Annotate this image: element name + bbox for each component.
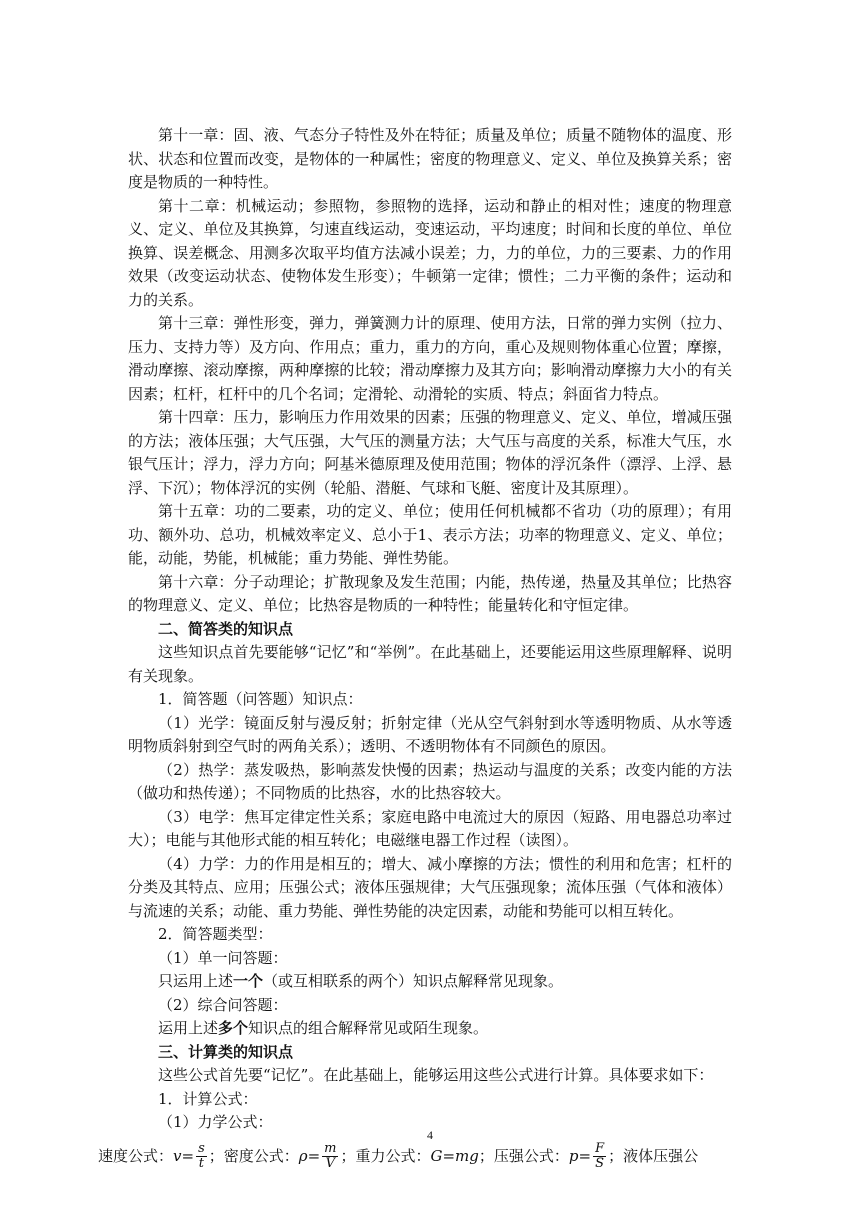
type-combined-question: （2）综合问答题： (158, 995, 288, 1014)
formula-line (98, 1139, 732, 1173)
emphasis-one: 一个 (233, 972, 264, 990)
paragraph-heat: （2）热学：蒸发吸热，影响蒸发快慢的因素；热运动与温度的关系；改变内能的方法（做功和热传递）；不同物质的比热容，水的比热容较大。 (128, 760, 732, 802)
paragraph-chapter-14: 第十四章：压力，影响压力作用效果的因素；压强的物理意义、定义、单位，增减压强的方法；液体压强；大气压强，大气压的测量方法；大气压与高度的关系，标准大气压，水银气压计；浮力，浮力方向；阿基米德原理及使用范围；物体的浮沉条件（漂浮、上浮、悬浮、下沉）；物体浮沉的实例（轮船、潜艇、气球和飞艇、密度计及其原理）。 (128, 408, 732, 497)
type-single-description (128, 970, 732, 994)
list-item-calc-formulas: 1．计算公式： (158, 1089, 258, 1108)
pressure-fraction (593, 1142, 606, 1171)
text-segment: 知识点的组合解释常见或陌生现象。 (248, 1019, 489, 1037)
list-item-2: 2．简答题类型： (158, 925, 273, 943)
type-combined-description (128, 1017, 732, 1041)
page-content (98, 124, 732, 1173)
text-segment: （或互相联系的两个）知识点解释常见现象。 (263, 972, 564, 990)
pressure-formula-lhs: p= (568, 1146, 592, 1165)
paragraph-short-answer-intro: 这些知识点首先要能够“记忆”和“举例”。在此基础上，还要能运用这些原理解释、说明有关现象。 (128, 643, 732, 685)
speed-formula-label: 速度公式： (98, 1146, 174, 1165)
density-fraction (322, 1142, 338, 1171)
gravity-formula: G=mg (430, 1146, 479, 1165)
paragraph-electric: （3）电学：焦耳定律定性关系；家庭电路中电流过大的原因（短路、用电器总功率过大）；电能与其他形式能的相互转化；电磁继电器工作过程（读图）。 (128, 807, 732, 849)
separator: ；压强公式： (478, 1146, 569, 1165)
pressure-denominator: S (595, 1156, 605, 1171)
paragraph-mechanics: （4）力学：力的作用是相互的；增大、减小摩擦的方法；惯性的利用和危害；杠杆的分类及其特点、应用；压强公式；液体压强规律；大气压强现象；流体压强（气体和液体）与流速的关系；动能、重力势能、弹性势能的决定因素，动能和势能可以相互转化。 (128, 854, 732, 920)
type-single-question: （1）单一问答题： (158, 948, 288, 967)
pressure-numerator: F (595, 1141, 605, 1156)
paragraph-chapter-16: 第十六章：分子动理论；扩散现象及发生范围；内能，热传递，热量及其单位；比热容的物理意义、定义、单位；比热容是物质的一种特性；能量转化和守恒定律。 (128, 572, 732, 614)
paragraph-chapter-11: 第十一章：固、液、气态分子特性及外在特征；质量及单位；质量不随物体的温度、形状、状态和位置而改变，是物体的一种属性；密度的物理意义、定义、单位及换算关系；密度是物质的一种特性。 (128, 126, 732, 191)
speed-formula-lhs: v= (173, 1146, 195, 1165)
separator: ；液体压强公 (608, 1146, 699, 1165)
separator: ；重力公式： (340, 1146, 431, 1165)
text-segment: 运用上述 (158, 1019, 219, 1037)
separator: ；密度公式： (208, 1146, 299, 1165)
paragraph-calculation-intro: 这些公式首先要“记忆”。在此基础上，能够运用这些公式进行计算。具体要求如下： (158, 1066, 714, 1084)
density-numerator: m (324, 1141, 337, 1156)
speed-numerator: s (198, 1141, 205, 1156)
emphasis-multiple: 多个 (218, 1019, 249, 1037)
paragraph-chapter-15: 第十五章：功的二要素，功的定义、单位；使用任何机械都不省功（功的原理）；有用功、额外功、总功，机械效率定义、总小于1、表示方法；功率的物理意义、定义、单位；能，动能，势能，机械能；重力势能、弹性势能。 (128, 502, 732, 567)
section-heading-short-answer: 二、简答类的知识点 (158, 619, 294, 638)
speed-denominator: t (198, 1156, 205, 1171)
section-heading-calculation: 三、计算类的知识点 (158, 1042, 294, 1061)
list-item-1: 1．简答题（问答题）知识点： (158, 690, 363, 708)
speed-fraction (196, 1142, 207, 1171)
paragraph-chapter-13: 第十三章：弹性形变，弹力，弹簧测力计的原理、使用方法，日常的弹力实例（拉力、压力、支持力等）及方向、作用点；重力，重力的方向，重心及规则物体重心位置；摩擦，滑动摩擦、滚动摩擦，两种摩擦的比较；滑动摩擦力及其方向；影响滑动摩擦力大小的有关因素；杠杆，杠杆中的几个名词；定滑轮、动滑轮的实质、特点；斜面省力特点。 (128, 314, 732, 403)
text-segment: 只运用上述 (158, 972, 234, 990)
paragraph-optics: （1）光学：镜面反射与漫反射；折射定律（光从空气斜射到水等透明物质、从水等透明物质斜射到空气时的两角关系）；透明、不透明物体有不同颜色的原因。 (128, 713, 732, 755)
density-formula-lhs: ρ= (298, 1146, 321, 1165)
density-denominator: V (325, 1156, 335, 1171)
page-number: 4 (427, 1128, 433, 1142)
paragraph-chapter-12: 第十二章：机械运动；参照物，参照物的选择，运动和静止的相对性；速度的物理意义、定义、单位及其换算，匀速直线运动，变速运动，平均速度；时间和长度的单位、单位换算、误差概念、用测多次取平均值方法减小误差；力，力的单位，力的三要素、力的作用效果（改变运动状态、使物体发生形变）；牛顿第一定律；惯性；二力平衡的条件；运动和力的关系。 (128, 196, 732, 309)
list-item-mechanics-formulas: （1）力学公式： (158, 1113, 273, 1131)
